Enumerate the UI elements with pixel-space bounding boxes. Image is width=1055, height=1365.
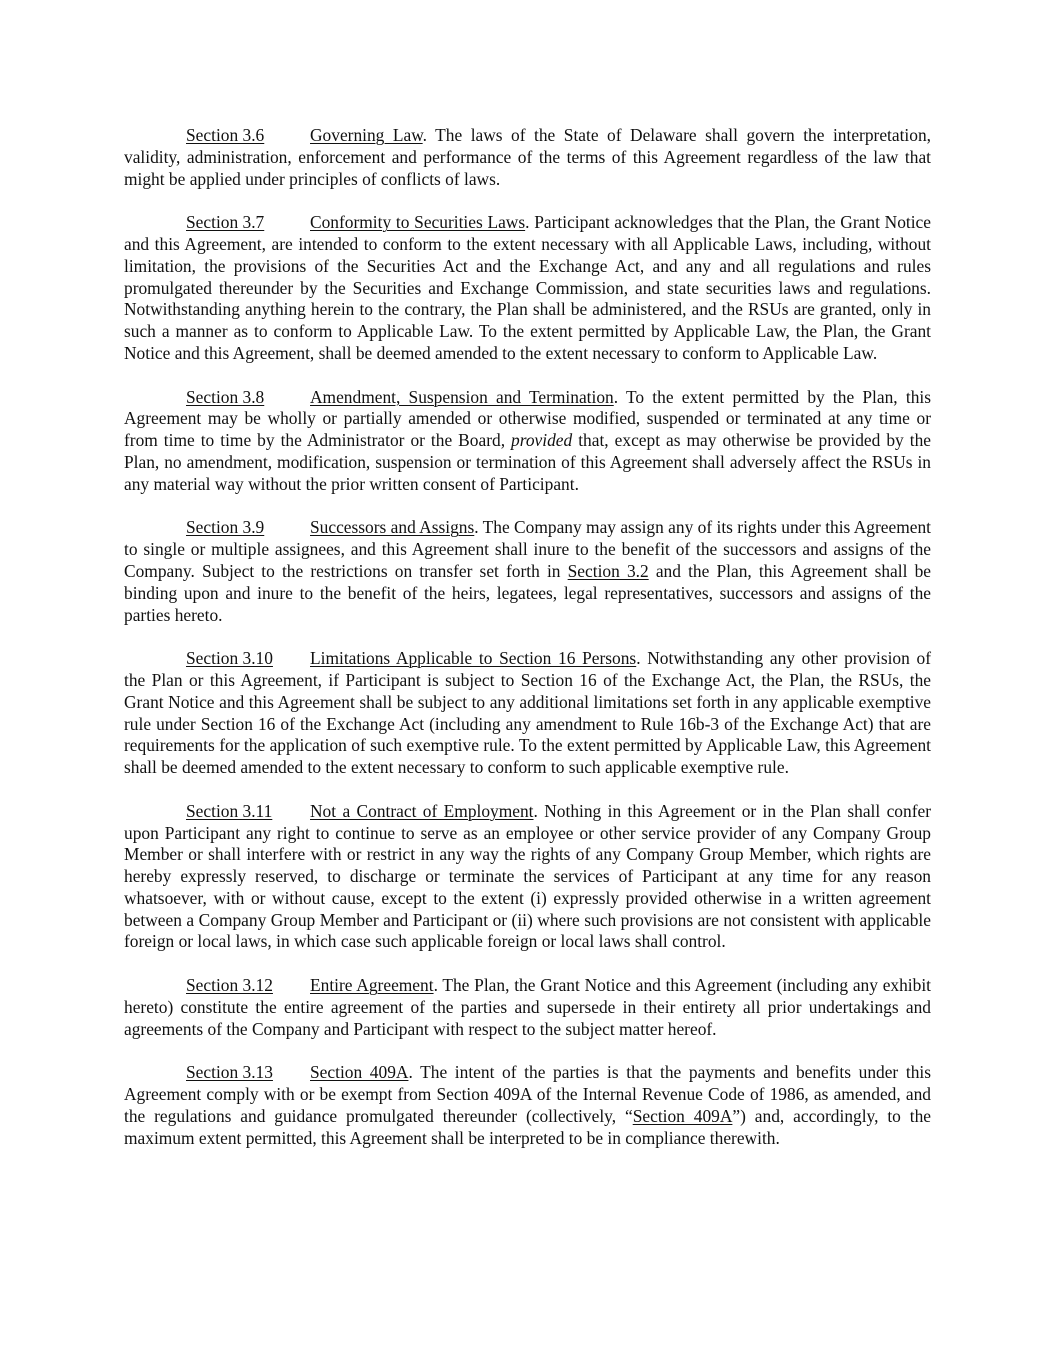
section-number: Section 3.6 [186, 125, 265, 145]
section-3-9 [124, 517, 931, 626]
section-body: that, except as may otherwise be provided by the Plan, no amendment, modification, suspension or termination of this Agreement shall adversely affect the RSUs in any material way without the prior written consent of Participant. [124, 430, 931, 494]
section-3-8 [124, 387, 931, 496]
section-body: . The intent of the parties is that the payments and benefits under this Agreement comply with or be exempt from Section 409A of the Internal Revenue Code of 1986, as amended, and the regulations and guidance promulgated thereunder (collectively, “ [124, 1062, 931, 1126]
section-number: Section 3.10 [186, 648, 273, 669]
section-3-12 [124, 975, 931, 1040]
section-title: Amendment, Suspension and Termination [310, 386, 614, 407]
section-3-6 [124, 125, 931, 190]
section-body: . The Plan, the Grant Notice and this Agreement (including any exhibit hereto) constitute the entire agreement of the parties and supersede in their entirety all prior undertakings and agreements of the Company and Participant with respect to the subject matter hereof. [124, 975, 931, 1039]
section-body: . Participant acknowledges that the Plan, the Grant Notice and this Agreement, are intended to conform to the extent necessary with all Applicable Laws, including, without limitation, the provisions of the Securities Act and the Exchange Act, and any and all regulations and rules promulgated thereunder by the Securities and Exchange Commission, and state securities laws and regulations. Notwithstanding anything herein to the contrary, the Plan shall be administered, and the RSUs are granted, only in such a manner as to conform to Applicable Law. To the extent permitted by Applicable Law, the Plan, the Grant Notice and this Agreement, shall be deemed amended to the extent necessary to conform to Applicable Law. [124, 212, 931, 363]
section-number: Section 3.9 [186, 517, 265, 538]
section-number: Section 3.8 [186, 386, 265, 407]
section-body-italic: , provided [500, 430, 573, 451]
section-3-7 [124, 212, 931, 365]
section-title: Not a Contract of Employment [310, 800, 534, 821]
section-title: Governing Law [310, 125, 423, 145]
section-number: Section 3.11 [186, 800, 273, 821]
section-title: Section 409A [310, 1062, 409, 1083]
section-cross-reference: Section 409A [632, 1105, 733, 1126]
section-body: . Nothing in this Agreement or in the Plan shall confer upon Participant any right to continue to serve as an employee or other service provider of any Company Group Member or shall interfere with or restrict in any way the rights of any Company Group Member, which rights are hereby expressly reserved, to discharge or terminate the services of Participant at any time for any reason whatsoever, with or without cause, except to the extent (i) expressly provided otherwise in a written agreement between a Company Group Member and Participant or (ii) where such provisions are not consistent with applicable foreign or local laws, in which case such applicable foreign or local laws shall control. [124, 800, 931, 952]
section-cross-reference: Section 3.2 [567, 560, 649, 581]
section-3-10 [124, 648, 931, 779]
section-body: . Notwithstanding any other provision of the Plan or this Agreement, if Participant is subject to Section 16 of the Exchange Act, the Plan, the RSUs, the Grant Notice and this Agreement shall be subject to any additional limitations set forth in any applicable exemptive rule under Section 16 of the Exchange Act (including any amendment to Rule 16b-3 of the Exchange Act) that are requirements for the application of such exemptive rule. To the extent permitted by Applicable Law, this Agreement shall be deemed amended to the extent necessary to conform to such applicable exemptive rule. [124, 648, 931, 778]
section-number: Section 3.13 [186, 1062, 273, 1083]
section-title: Successors and Assigns [310, 517, 475, 538]
section-3-11 [124, 801, 931, 954]
section-body: . The laws of the State of Delaware shall govern the interpretation, validity, administration, enforcement and performance of the terms of this Agreement regardless of the law that might be applied under principles of conflicts of laws. [124, 125, 931, 189]
section-number: Section 3.7 [186, 212, 265, 233]
section-number: Section 3.12 [186, 975, 273, 996]
section-title: Conformity to Securities Laws [310, 212, 526, 233]
document-page [124, 125, 931, 1171]
section-title: Limitations Applicable to Section 16 Persons [310, 648, 637, 669]
section-body: ”) and, accordingly, to the maximum extent permitted, this Agreement shall be interpreted to be in compliance therewith. [124, 1105, 931, 1148]
section-3-13 [124, 1062, 931, 1149]
section-body: . To the extent permitted by the Plan, this Agreement may be wholly or partially amended or otherwise modified, suspended or terminated at any time or from time to time by the Administrator or the Board [124, 386, 931, 451]
section-body: and the Plan, this Agreement shall be binding upon and inure to the benefit of the heirs, legatees, legal representatives, successors and assigns of the parties hereto. [124, 560, 931, 625]
section-title: Entire Agreement [310, 975, 434, 996]
section-body: . The Company may assign any of its rights under this Agreement to single or multiple assignees, and this Agreement shall inure to the benefit of the successors and assigns of the Company. Subject to the restrictions on transfer set forth in [124, 517, 931, 581]
